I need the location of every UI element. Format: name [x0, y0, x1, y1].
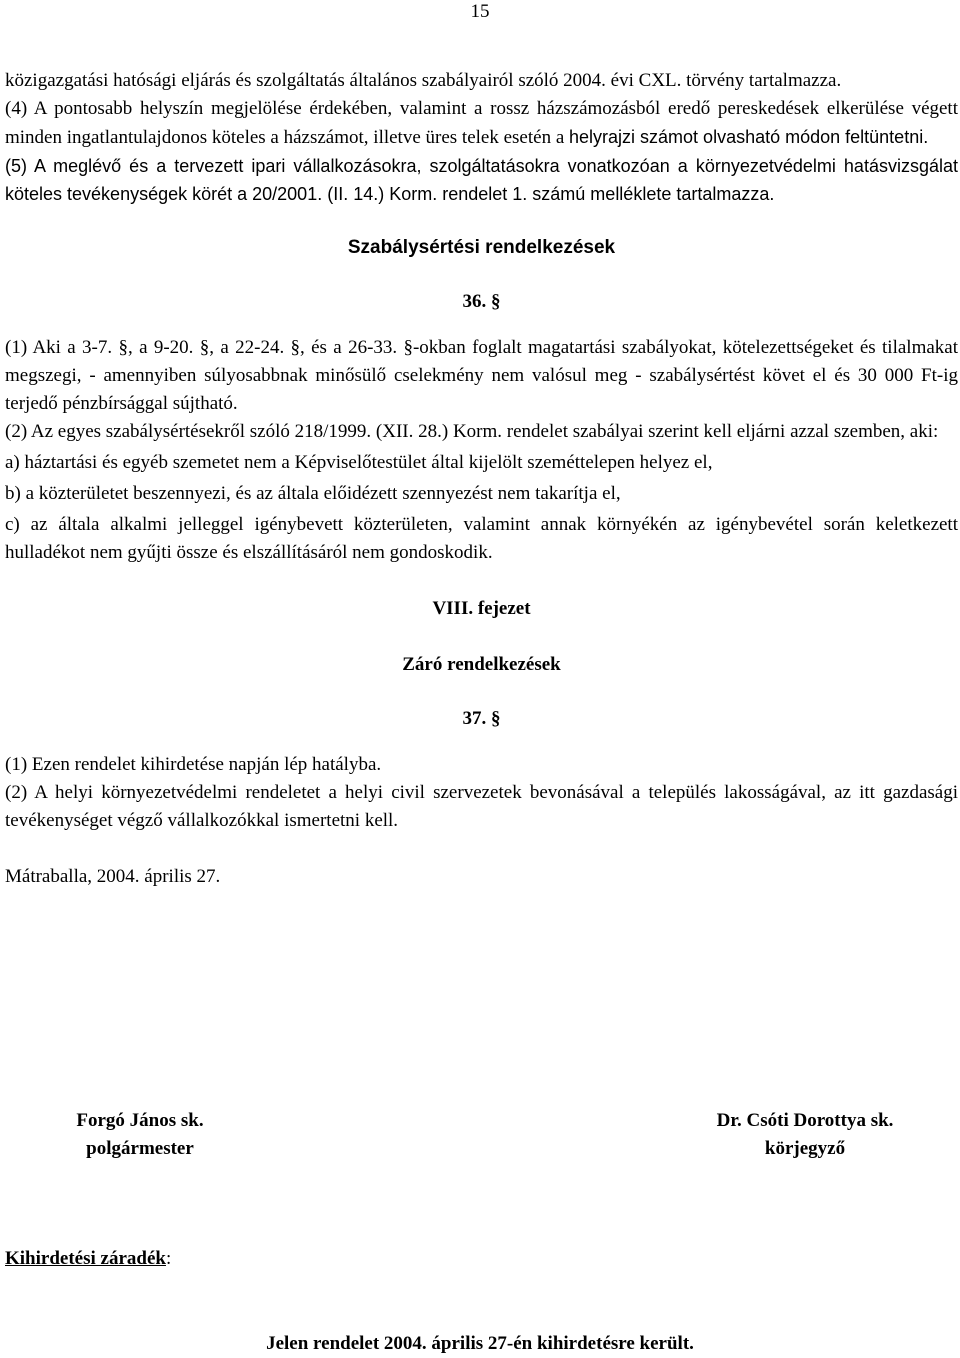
- notary-name: Dr. Csóti Dorottya sk.: [716, 1110, 894, 1131]
- announcement-colon: :: [165, 1248, 172, 1269]
- section-37-paragraph-2: (2) A helyi környezetvédelmi rendeletet a helyi civil szervezetek bevonásával a település lakosságával, az itt gazdasági tevékenységet végző vállalkozókkal ismertetni kell.: [5, 782, 958, 831]
- announcement-label: Kihirdetési záradék: [5, 1248, 166, 1269]
- notary-role: körjegyző: [764, 1138, 846, 1159]
- section-36-item-c: c) az általa alkalmi jelleggel igénybevett közterületen, valamint annak környékén az igénybevétel során keletkezett hulladékot nem gyűjti össze és elszállításáról nem gondoskodik.: [5, 514, 958, 563]
- page-number: 15: [470, 1, 490, 22]
- paragraph-4-serif-text: (4) A pontosabb helyszín megjelölése érdekében, valamint a rossz házszámozásból eredő pereskedések elkerülése végett minden ingatlantulajdonos köteles a házszámot, illetve üres telek esetén a: [5, 98, 958, 148]
- section-36-item-a: a) háztartási és egyéb szemetet nem a Képviselőtestület által kijelölt szeméttelepen helyez el,: [5, 452, 713, 473]
- section-37-paragraph-1: (1) Ezen rendelet kihirdetése napján lép hatályba.: [5, 754, 382, 775]
- signature-notary: [680, 1107, 930, 1163]
- section-title-violations: Szabálysértési rendelkezések: [347, 237, 616, 258]
- section-36-paragraph-1: (1) Aki a 3-7. §, a 9-20. §, a 22-24. §, és a 26-33. §-okban foglalt magatartási szabályokat, kötelezettségeket és tilalmakat megszegi, - amennyiben súlyosabbnak minősülő cselekmény nem valósul meg - szabálysértést követ el és 30 000 Ft-ig terjedő pénzbírsággal sújtható.: [5, 337, 958, 414]
- section-36-item-b: b) a közterületet beszennyezi, és az általa előidézett szennyezést nem takarítja el,: [5, 483, 621, 504]
- section-36-paragraph-2: (2) Az egyes szabálysértésekről szóló 218/1999. (XII. 28.) Korm. rendelet szabályai szerint kell eljárni azzal szemben, aki:: [5, 421, 939, 442]
- mayor-role: polgármester: [86, 1138, 194, 1159]
- section-37-number: 37. §: [462, 708, 501, 729]
- section-title-closing: Záró rendelkezések: [402, 654, 561, 675]
- place-and-date: Mátraballa, 2004. április 27.: [5, 866, 221, 887]
- paragraph-5: (5) A meglévő és a tervezett ipari vállalkozásokra, szolgáltatásokra vonatkozóan a környezetvédelmi hatásvizsgálat köteles tevékenységek körét a 20/2001. (II. 14.) Korm. rendelet 1. számú melléklete tartalmazza.: [5, 156, 958, 204]
- intro-paragraph: közigazgatási hatósági eljárás és szolgáltatás általános szabályairól szóló 2004. évi CXL. törvény tartalmazza.: [5, 70, 842, 91]
- paragraph-4: [5, 95, 958, 152]
- paragraph-4-sans-text: helyrajzi számot olvasható módon feltüntetni.: [569, 127, 929, 147]
- document-body: [5, 67, 958, 891]
- section-36-number: 36. §: [462, 291, 501, 312]
- announcement-text: Jelen rendelet 2004. április 27-én kihirdetésre került.: [266, 1333, 694, 1354]
- chapter-title: VIII. fejezet: [432, 598, 531, 619]
- mayor-name: Forgó János sk.: [76, 1110, 204, 1131]
- signature-mayor: [40, 1107, 240, 1163]
- announcement-clause: [5, 1245, 171, 1273]
